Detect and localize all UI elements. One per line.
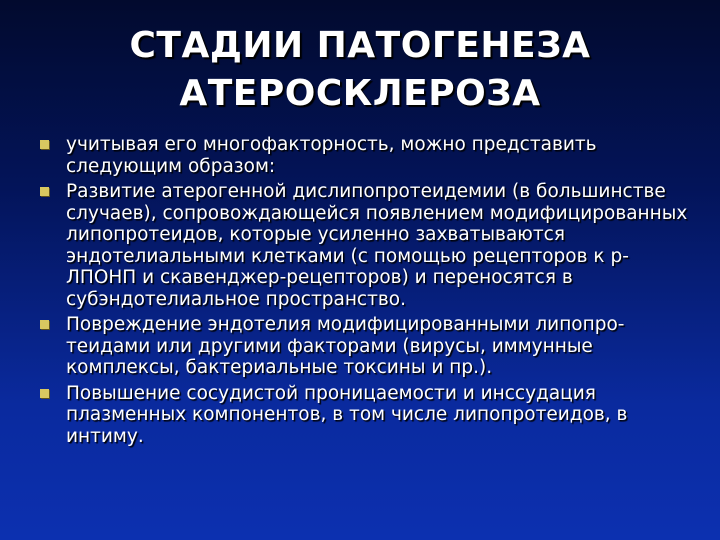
slide-title-line-1: СТАДИИ ПАТОГЕНЕЗА bbox=[129, 25, 591, 66]
bullet-item bbox=[36, 314, 696, 379]
bullet-item bbox=[36, 383, 696, 448]
bullet-text: учитывая его многофакторность, можно представить следующим образом: bbox=[66, 134, 597, 177]
slide-title bbox=[0, 22, 720, 118]
slide-title-line-2: АТЕРОСКЛЕРОЗА bbox=[179, 73, 541, 114]
square-bullet-icon bbox=[40, 187, 49, 196]
square-bullet-icon bbox=[40, 320, 49, 329]
bullet-text: Развитие атерогенной дислипопротеидемии (в большинстве случаев), сопровождающейся появлением модифицированных липопротеидов, которые усиленно захватываются эндотелиальными клетками (с помощью рецепторов к р-ЛПОНП и скавенджер-рецепторов) и переносятся в субэндотелиальное пространство. bbox=[66, 181, 688, 310]
square-bullet-icon bbox=[40, 389, 49, 398]
bullet-list bbox=[36, 134, 696, 451]
square-bullet-icon bbox=[40, 140, 49, 149]
bullet-item bbox=[36, 181, 696, 310]
bullet-text: Повышение сосудистой проницаемости и инссудация плазменных компонентов, в том числе липопротеидов, в интиму. bbox=[66, 382, 628, 447]
bullet-text: Повреждение эндотелия модифицированными липопро-теидами или другими факторами (вирусы, иммунные комплексы, бактериальные токсины и пр.). bbox=[66, 314, 625, 378]
bullet-item bbox=[36, 134, 696, 177]
